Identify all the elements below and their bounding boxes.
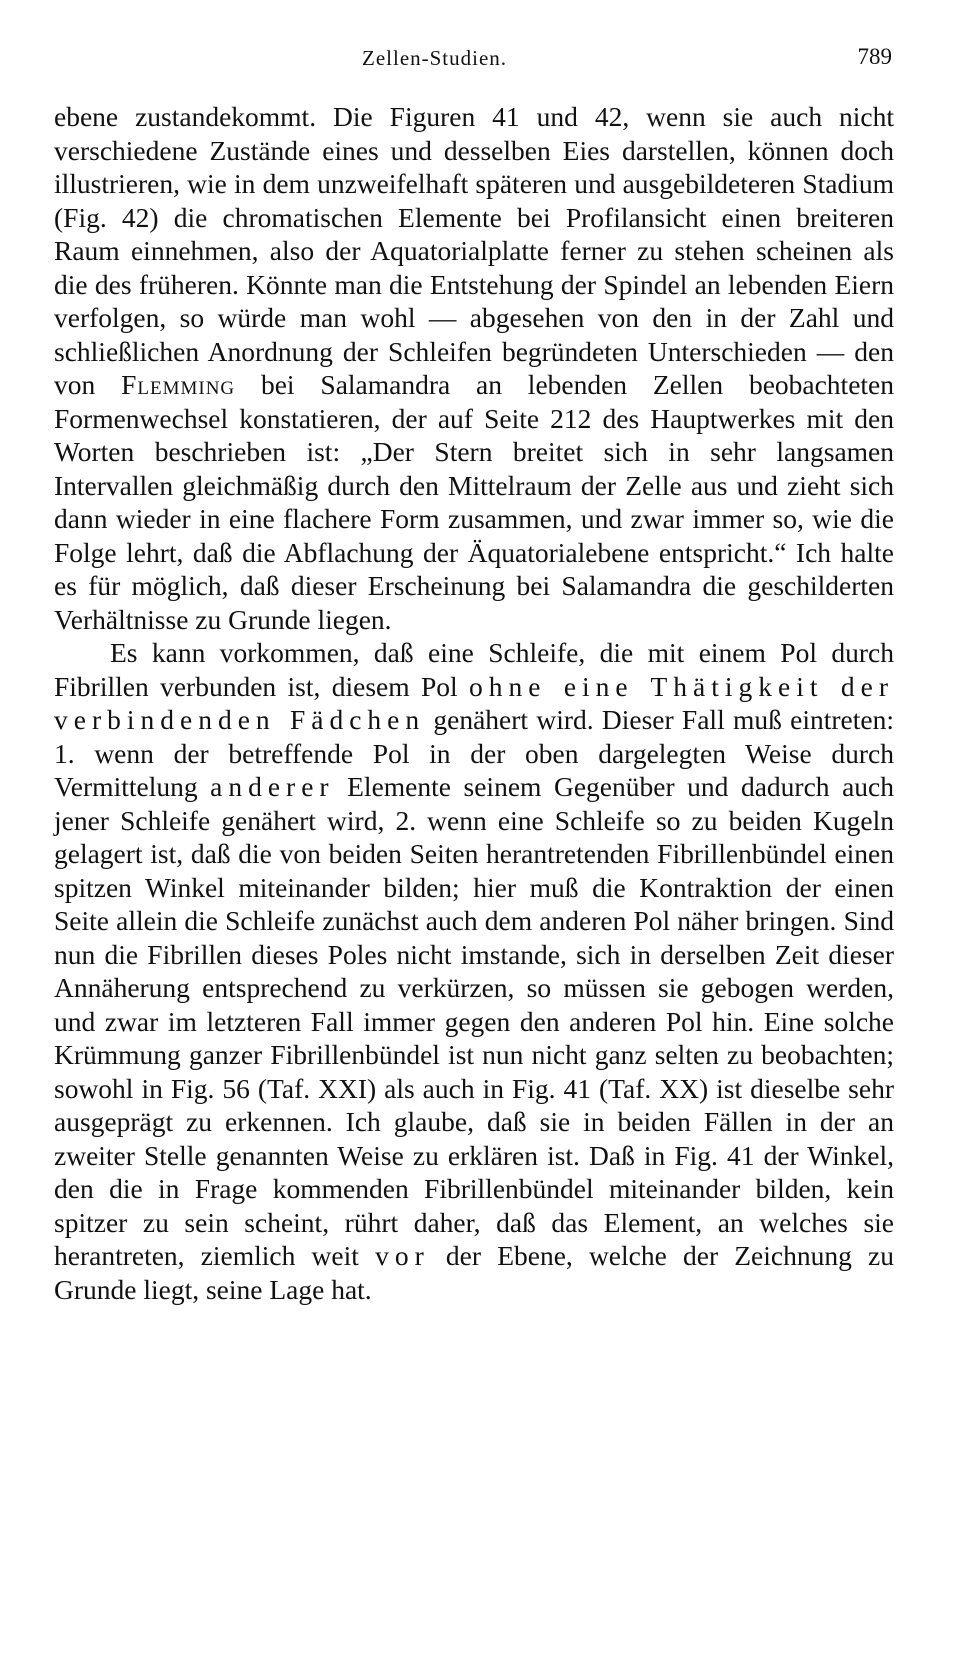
paragraph-text: Elemente seinem Gegenüber und dadurch auch jener Schleife genähert wird, 2. wenn eine Schleife so zu beiden Kugeln gelagert ist, daß die von beiden Seiten herantretenden Fibrillenbündel einen spitzen Winkel miteinander bilden; hier muß die Kontraktion der einen Seite allein die Schleife zunächst auch dem anderen Pol näher bringen. Sind nun die Fibrillen dieses Poles nicht imstande, sich in derselben Zeit dieser Annäherung entsprechend zu verkürzen, so müssen sie gebogen werden, und zwar im letzteren Fall immer gegen den anderen Pol hin. Eine solche Krümmung ganzer Fibrillenbündel ist nun nicht ganz selten zu beobachten; sowohl in Fig. 56 (Taf. XXI) als auch in Fig. 41 (Taf. XX) ist dieselbe sehr ausgeprägt zu erkennen. Ich glaube, daß sie in beiden Fällen in der an zweiter Stelle genannten Weise zu erklären ist. Daß in Fig. 41 der Winkel, den die in Frage kommenden Fibrillenbündel miteinander bilden, kein spitzer zu sein scheint, rührt daher, daß das Element, an welches sie herantreten, ziemlich weit <box>54 771 894 1271</box>
paragraph-text: ebene zustandekommt. Die Figuren 41 und 42, wenn sie auch nicht verschiedene Zustände eines und desselben Eies darstellen, können doch illustrieren, wie in dem unzweifelhaft späteren und ausgebildeteren Stadium (Fig. 42) die chromatischen Elemente bei Profilansicht einen breiteren Raum einnehmen, also der Aquatorialplatte ferner zu stehen scheinen als die des früheren. Könnte man die Entstehung der Spindel an lebenden Eiern verfolgen, so würde man wohl — abgesehen von den in der Zahl und schließlichen Anordnung der Schleifen begründeten Unterschieden — den von <box>54 101 894 400</box>
emphasized-text: anderer <box>210 771 335 802</box>
paragraph-text: Es kann vorkommen, daß eine Schleife, die mit einem Pol durch Fibrillen verbunden ist, diesem Pol <box>54 637 894 702</box>
running-head: Zellen-Studien. <box>362 46 508 70</box>
paragraph <box>54 636 894 1306</box>
emphasized-text: ohne eine Thätigkeit der verbindenden Fädchen <box>54 670 894 735</box>
emphasized-text: vor <box>375 1240 430 1271</box>
book-page <box>54 40 894 1306</box>
paragraph <box>54 100 894 636</box>
page-number: 789 <box>857 44 892 69</box>
page-body <box>54 100 894 1306</box>
paragraph-text: genähert wird. Dieser Fall muß eintreten: 1. wenn der betreffende Pol in der oben dargelegten Weise durch Vermittelung <box>54 704 894 802</box>
page-header <box>54 40 894 80</box>
author-name-flemming: Flemming <box>121 369 236 400</box>
paragraph-text: bei Salamandra an lebenden Zellen beobachteten Formenwechsel konstatieren, der auf Seite 212 des Hauptwerkes mit den Worten beschrieben ist: „Der Stern breitet sich in sehr langsamen Intervallen gleichmäßig durch den Mittelraum der Zelle aus und zieht sich dann wieder in eine flachere Form zusammen, und zwar immer so, wie die Folge lehrt, daß die Abflachung der Äquatorialebene entspricht.“ Ich halte es für möglich, daß dieser Erscheinung bei Salamandra die geschilderten Verhältnisse zu Grunde liegen. <box>54 369 895 635</box>
paragraph-text: der Ebene, welche der Zeichnung zu Grunde liegt, seine Lage hat. <box>54 1240 894 1305</box>
